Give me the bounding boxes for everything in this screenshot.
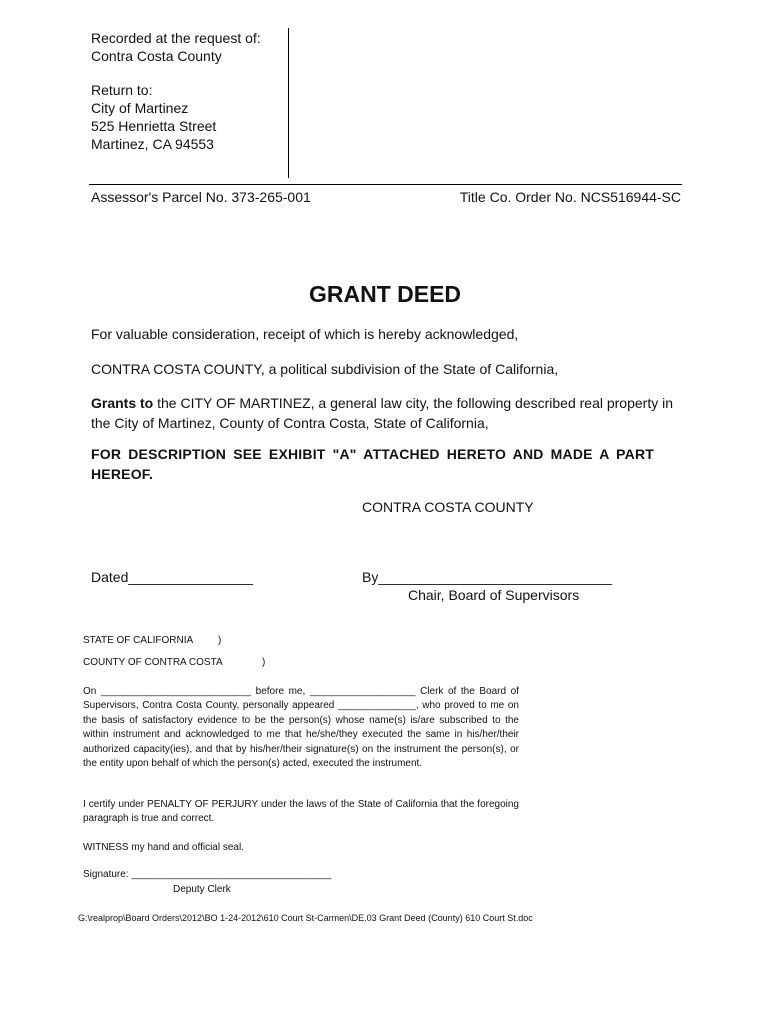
witness-line: WITNESS my hand and official seal. — [83, 842, 244, 853]
recorded-at-request-label: Recorded at the request of: — [91, 30, 261, 46]
signer-title: Chair, Board of Supervisors — [408, 587, 580, 603]
page-title: GRANT DEED — [308, 281, 462, 307]
state-of-california: STATE OF CALIFORNIA — [83, 635, 194, 646]
by-signature-line: By______________________________ — [362, 569, 612, 585]
recorded-by: Contra Costa County — [91, 48, 222, 64]
header-divider-horizontal — [89, 184, 682, 185]
consideration-text: For valuable consideration, receipt of which is hereby acknowledged, — [91, 326, 519, 342]
dated-line: Dated________________ — [91, 569, 253, 585]
county-of-contra-costa: COUNTY OF CONTRA COSTA — [83, 657, 223, 668]
return-to-label: Return to: — [91, 82, 153, 98]
county-paren: ) — [262, 657, 266, 668]
title-order-number: Title Co. Order No. NCS516944-SC — [459, 189, 681, 205]
perjury-paragraph: I certify under PENALTY OF PERJURY under the laws of the State of California that the foregoing paragraph is true and correct. — [83, 799, 519, 825]
acknowledgment-paragraph: On ___________________________ before me, ___________________ Clerk of the Board of Supervisors, Contra Costa County, personally appeared ______________, who proved to me on the basis of satisfactory evidence to be the person(s) whose name(s) is/are subscribed to the within instrument and acknowledged to me that he/she/they executed the same in his/her/their authorized capacity(ies), and that by his/her/their signature(s) on the instrument the person(s), or the entity upon behalf of which the person(s) acted, executed the instrument. — [83, 686, 519, 770]
return-to-name: City of Martinez — [91, 100, 189, 116]
signature-line: Signature: ____________________________________ — [83, 869, 332, 880]
header-divider-vertical — [288, 28, 289, 178]
grantor-name: CONTRA COSTA COUNTY — [362, 499, 534, 515]
assessor-parcel-number: Assessor's Parcel No. 373-265-001 — [91, 189, 311, 205]
grants-to-label: Grants to — [91, 395, 154, 411]
return-to-street: 525 Henrietta Street — [91, 118, 217, 134]
return-to-city: Martinez, CA 94553 — [91, 136, 214, 152]
file-path-footer: G:\realprop\Board Orders\2012\BO 1-24-2012\610 Court St-Carmen\DE.03 Grant Deed (County) 610 Court St.doc — [78, 913, 533, 923]
grants-to-text: the CITY OF MARTINEZ, a general law city, the following described real property in the City of Martinez, County of Contra Costa, State of California, — [91, 395, 674, 431]
grants-to-paragraph — [91, 393, 683, 433]
exhibit-description: FOR DESCRIPTION SEE EXHIBIT "A" ATTACHED HERETO AND MADE A PART HEREOF. — [91, 446, 655, 482]
deputy-clerk-title: Deputy Clerk — [173, 884, 231, 895]
grantor-text: CONTRA COSTA COUNTY, a political subdivision of the State of California, — [91, 361, 559, 377]
state-paren: ) — [218, 635, 222, 646]
